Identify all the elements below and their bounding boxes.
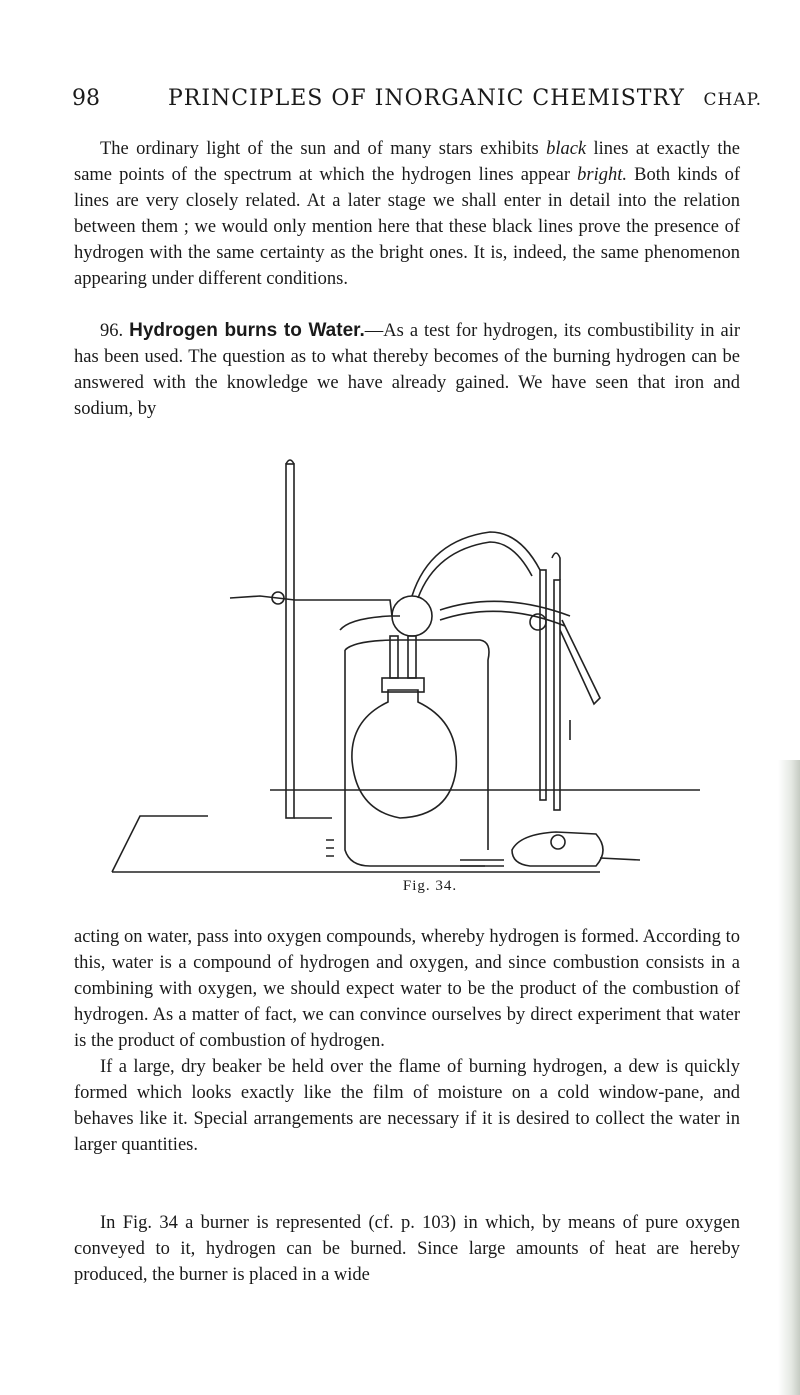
delivery-tube-outer xyxy=(412,532,540,596)
support-wire xyxy=(560,620,600,704)
emphasis-bright: bright. xyxy=(577,165,628,185)
paragraph-spectrum: The ordinary light of the sun and of many stars exhibits black lines at exactly the same points of the spectrum at which the hydrogen lines appear bright. Both kinds of lines are very closely related. At a later stage we shall enter in detail into the relation between them ; we would only mention here that these black lines prove the presence of hydrogen with the same certainty as the bright ones. It is, indeed, the same phenomenon appearing under different conditions. xyxy=(74,139,741,289)
large-beaker xyxy=(345,650,485,866)
running-title: PRINCIPLES OF INORGANIC CHEMISTRY xyxy=(168,86,685,111)
delivery-tube-inner xyxy=(418,542,532,598)
section-heading: Hydrogen burns to Water. xyxy=(129,320,365,341)
right-tube-2 xyxy=(554,580,560,810)
paragraph-beaker: If a large, dry beaker be held over the flame of burning hydrogen, a dew is quickly formed which looks exactly like the film of moisture on a cold window-pane, and behaves like it. Special arrangements are necessary if it is desired to collect the water in larger quantities. xyxy=(74,1057,740,1155)
page-edge-stain xyxy=(778,760,800,1395)
emphasis-black: black xyxy=(546,139,587,159)
stand-rod xyxy=(286,464,294,818)
running-header xyxy=(72,86,762,122)
paragraph-burner: In Fig. 34 a burner is represented (cf. p. 103) in which, by means of pure oxygen conveyed to it, hydrogen can be burned. Since large amounts of heat are hereby produced, the burner is placed in a wide xyxy=(74,1213,740,1285)
paragraph-combustion: acting on water, pass into oxygen compounds, whereby hydrogen is formed. According to this, water is a compound of hydrogen and oxygen, and since combustion consists in a combining with oxygen, we should expect water to be the product of the combustion of hydrogen. As a matter of fact, we can convince ourselves by direct experiment that water is the product of combustion of hydrogen. xyxy=(74,927,740,1051)
page-number: 98 xyxy=(72,86,100,111)
round-flask xyxy=(352,690,456,818)
apparatus-figure xyxy=(100,420,740,900)
figure-caption: Fig. 34. xyxy=(402,878,458,894)
section-96 xyxy=(74,318,740,422)
section-text: —As a test for hydrogen, its combustibility in air has been used. The question as to what thereby becomes of the burning hydrogen can be answered with the knowledge we have already gained. We have seen that iron and sodium, by xyxy=(74,321,740,419)
tube-left xyxy=(390,636,398,678)
clamp-arm xyxy=(230,596,392,616)
section-number: 96. xyxy=(100,321,124,341)
chapter-label: CHAP. xyxy=(703,90,762,110)
dish-knob xyxy=(551,835,565,849)
tube-right xyxy=(408,636,416,678)
right-tube xyxy=(540,570,546,800)
base-plate xyxy=(112,816,208,872)
beaker-top xyxy=(340,616,400,630)
